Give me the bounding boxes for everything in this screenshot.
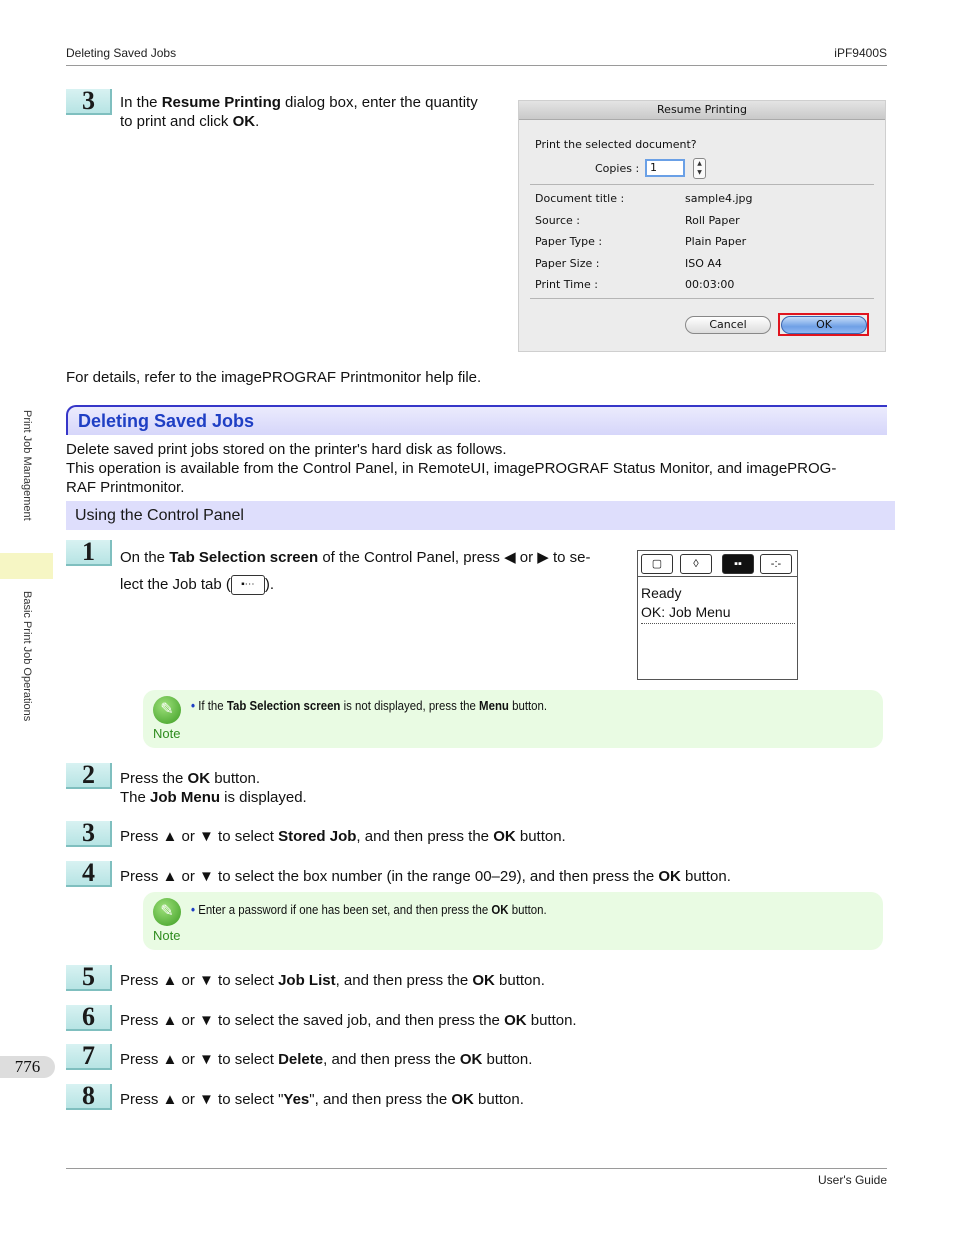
step-text: Press ▲ or ▼ to select Stored Job, and then press the OK button. — [120, 828, 566, 845]
step-number: 3 — [66, 89, 112, 115]
step-text: Press ▲ or ▼ to select Delete, and then press the OK button. — [120, 1051, 533, 1068]
job-tab-icon: ▪▪ — [722, 554, 754, 574]
source-label: Source : — [535, 214, 580, 227]
step-text: In the Resume Printing dialog box, enter the quantity to print and click OK. — [120, 94, 478, 130]
section-availability: This operation is available from the Control Panel, in RemoteUI, imagePROGRAF Status Monitor, and imagePROG- RAF Printmonitor. — [66, 460, 837, 496]
paper-size-value: ISO A4 — [685, 257, 722, 270]
sidebar-section-label: Basic Print Job Operations — [21, 591, 33, 722]
settings-tab-icon: -:- — [760, 554, 792, 574]
stepper-up-icon[interactable]: ▲ — [697, 160, 702, 167]
step-number: 3 — [66, 821, 112, 847]
section-intro: Delete saved print jobs stored on the printer's hard disk as follows. — [66, 441, 507, 458]
job-tab-icon: ▪⋯ — [231, 575, 265, 595]
note-box — [143, 690, 883, 748]
ink-tab-icon: ◊ — [680, 554, 712, 574]
print-time-label: Print Time : — [535, 278, 598, 291]
note-pencil-icon: ✎ — [153, 696, 181, 724]
step-number: 1 — [66, 540, 112, 566]
step-number: 2 — [66, 763, 112, 789]
header-rule — [66, 65, 887, 66]
note-label: Note — [153, 726, 181, 741]
dialog-prompt: Print the selected document? — [535, 138, 697, 151]
running-header-title: Deleting Saved Jobs — [66, 46, 177, 60]
step-number: 6 — [66, 1005, 112, 1031]
step-text: Press ▲ or ▼ to select Job List, and then press the OK button. — [120, 972, 545, 989]
dialog-separator — [530, 298, 874, 299]
step-text: Press the OK button. The Job Menu is displayed. — [120, 770, 307, 806]
doc-title-label: Document title : — [535, 192, 625, 205]
paper-type-label: Paper Type : — [535, 235, 603, 248]
subsection-title: Using the Control Panel — [75, 507, 244, 524]
copies-stepper[interactable] — [693, 158, 706, 179]
copies-input[interactable]: 1 — [645, 159, 685, 177]
copies-label: Copies : — [595, 162, 640, 175]
cancel-button[interactable]: Cancel — [685, 316, 771, 334]
step-number: 4 — [66, 861, 112, 887]
lcd-hint: OK: Job Menu — [641, 604, 731, 620]
sidebar-highlight — [0, 553, 53, 579]
step-number: 8 — [66, 1084, 112, 1110]
step-text: Press ▲ or ▼ to select "Yes", and then press the OK button. — [120, 1091, 524, 1108]
paper-tab-icon: ▢ — [641, 554, 673, 574]
step-text: Press ▲ or ▼ to select the saved job, and then press the OK button. — [120, 1012, 577, 1029]
running-footer: User's Guide — [818, 1173, 887, 1187]
control-panel-display — [637, 550, 798, 680]
sidebar-chapter-label: Print Job Management — [21, 410, 33, 521]
paper-type-value: Plain Paper — [685, 235, 747, 248]
page-number: 776 — [0, 1056, 55, 1078]
note-pencil-icon: ✎ — [153, 898, 181, 926]
note-label: Note — [153, 928, 181, 943]
step-number: 5 — [66, 965, 112, 991]
source-value: Roll Paper — [685, 214, 740, 227]
section-heading — [66, 405, 887, 435]
dialog-separator — [530, 184, 874, 185]
running-header-model: iPF9400S — [834, 46, 887, 60]
print-time-value: 00:03:00 — [685, 278, 735, 291]
stepper-down-icon[interactable]: ▼ — [697, 169, 702, 176]
dialog-title: Resume Printing — [519, 101, 885, 120]
paper-size-label: Paper Size : — [535, 257, 600, 270]
note-text: • Enter a password if one has been set, and then press the OK button. — [191, 902, 547, 917]
footer-rule — [66, 1168, 887, 1169]
step-text: On the Tab Selection screen of the Control Panel, press ◀ or ▶ to se- lect the Job tab ( ▪⋯ ). — [120, 544, 591, 598]
note-text: • If the Tab Selection screen is not displayed, press the Menu button. — [191, 698, 548, 713]
doc-title-value: sample4.jpg — [685, 192, 753, 205]
subsection-heading — [66, 501, 895, 530]
step-text: Press ▲ or ▼ to select the box number (in the range 00–29), and then press the OK button. — [120, 868, 731, 885]
section-title: Deleting Saved Jobs — [78, 411, 255, 431]
ok-button[interactable]: OK — [781, 316, 867, 334]
resume-printing-dialog — [518, 100, 886, 352]
lcd-status: Ready — [641, 585, 682, 601]
step-number: 7 — [66, 1044, 112, 1070]
note-box — [143, 892, 883, 950]
details-text: For details, refer to the imagePROGRAF Printmonitor help file. — [66, 369, 482, 386]
